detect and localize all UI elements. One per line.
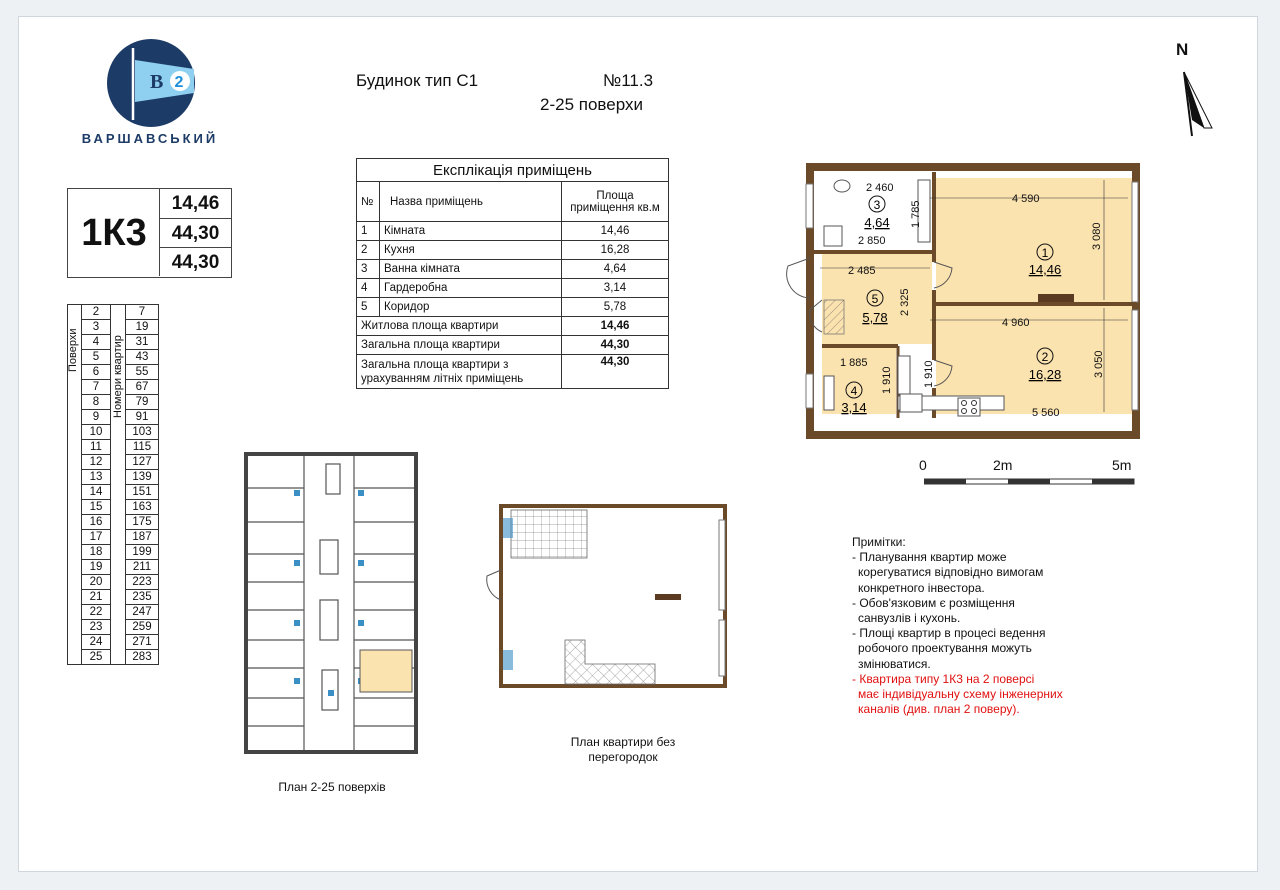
apartment-number: 79 [126,395,159,410]
note-line: санвузлів і кухонь. [858,611,961,626]
radiator-1 [1038,294,1074,302]
row-area: 16,28 [562,241,669,260]
floor-row [68,305,159,320]
apartment-number: 247 [126,605,159,620]
floors-range: 2-25 поверхи [540,95,643,114]
dim-2325: 2 325 [899,288,911,316]
note-line: конкретного інвестора. [858,580,985,595]
floor-number: 7 [82,380,111,395]
apartment-number: 127 [126,455,159,470]
dim-1785: 1 785 [910,200,922,228]
kitchen-pantry [898,356,910,394]
floor-number: 21 [82,590,111,605]
col-area: Площа приміщення кв.м [562,182,669,222]
window-2 [1132,310,1138,410]
floor-number: 10 [82,425,111,440]
floor-number: 17 [82,530,111,545]
open-plan [485,500,735,695]
floor-number: 22 [82,605,111,620]
total-value: 44,30 [562,336,669,355]
section-number: №11.3 [603,71,654,90]
row-no: 2 [357,241,380,260]
apartment-number: 199 [126,545,159,560]
apartment-number: 259 [126,620,159,635]
window-1 [1132,182,1138,302]
col-name: Назва приміщень [380,182,562,222]
logo-b: B [150,71,164,93]
total-value: 14,46 [562,317,669,336]
building-type: Будинок тип С1 [356,71,479,90]
floor-number: 9 [82,410,111,425]
row-name: Кімната [380,222,562,241]
room-4-area: 3,14 [841,400,867,415]
table-row [357,279,669,298]
floor-number: 5 [82,350,111,365]
floor-number: 19 [82,560,111,575]
apartment-number: 67 [126,380,159,395]
dim-4960: 4 960 [1002,317,1030,329]
row-no: 4 [357,279,380,298]
room-3-area: 4,64 [864,215,890,230]
notes [852,535,1063,717]
row-name: Кухня [380,241,562,260]
apartment-number: 235 [126,590,159,605]
dim-2485: 2 485 [848,265,876,277]
note-red-line: каналів (див. план 2 поверу). [858,702,1020,717]
row-area: 5,78 [562,298,669,317]
apartment-number: 223 [126,575,159,590]
wet-zone-grid [511,510,587,558]
explication-title: Експлікація приміщень [357,159,669,182]
note-line: - Площі квартир в процесі ведення [852,626,1046,641]
dim-1910-b: 1 910 [923,360,935,388]
dim-1910-a: 1 910 [881,366,893,394]
row-name: Гардеробна [380,279,562,298]
floor-key-plan [242,450,422,760]
apartment-number: 211 [126,560,159,575]
table-row [357,298,669,317]
dim-1885: 1 885 [840,357,868,369]
floor-number: 12 [82,455,111,470]
logo-name: ВАРШАВСЬКИЙ [81,131,219,146]
apartments-vertical-label: Номери квартир [112,335,124,418]
apartment-number: 283 [126,650,159,665]
dim-3050: 3 050 [1093,350,1105,378]
dim-4590: 4 590 [1012,193,1040,205]
floor-number: 8 [82,395,111,410]
floor-number: 2 [82,305,111,320]
logo-two: 2 [174,74,184,91]
sink-icon [824,226,842,246]
note-red-line: - Квартира типу 1К3 на 2 поверсі [852,671,1035,686]
apartment-number: 187 [126,530,159,545]
row-no: 3 [357,260,380,279]
apartment-number: 103 [126,425,159,440]
note-line: корегуватися відповідно вимогам [858,565,1044,580]
apartment-number: 43 [126,350,159,365]
apartment-code: 1К3 [81,212,147,254]
row-area: 3,14 [562,279,669,298]
apartment-number: 115 [126,440,159,455]
floor-number: 3 [82,320,111,335]
floor-number: 20 [82,575,111,590]
wardrobe-rack-icon [824,376,834,410]
row-name: Коридор [380,298,562,317]
apartment-summary [67,188,232,278]
row-area: 14,46 [562,222,669,241]
toilet-icon [834,180,850,192]
highlighted-apartment [360,650,412,692]
room-1-number: 1 [1041,246,1049,260]
apartment-number: 7 [126,305,159,320]
kitchen-sink-icon [900,394,922,412]
explication-table [356,158,669,389]
floor-number: 15 [82,500,111,515]
cooktop-icon [958,398,980,416]
room-5-area: 5,78 [862,310,888,325]
scale-5m: 5m [1112,457,1132,473]
hall-wardrobe-icon [824,300,844,334]
room-2-area: 16,28 [1028,367,1062,382]
dim-5560: 5 560 [1032,407,1060,419]
floor-number: 6 [82,365,111,380]
floor-plan-caption: План 2-25 поверхів [278,780,386,794]
note-line: змінюватися. [858,656,931,671]
window-4 [806,374,813,408]
row-no: 1 [357,222,380,241]
note-line: робочого проектування можуть [858,641,1032,656]
room-3-number: 3 [873,198,881,212]
apartment-number: 271 [126,635,159,650]
floor-number: 13 [82,470,111,485]
logo-icon [106,38,196,128]
dim-2460: 2 460 [866,182,894,194]
dim-3080: 3 080 [1091,222,1103,250]
floor-number: 16 [82,515,111,530]
floor-number: 11 [82,440,111,455]
col-no: № [357,182,380,222]
north-label: N [1176,40,1189,59]
floor-number: 18 [82,545,111,560]
scale-0: 0 [919,457,927,473]
table-row [357,222,669,241]
floor-number: 24 [82,635,111,650]
apartment-number: 31 [126,335,159,350]
floor-number: 4 [82,335,111,350]
note-line: - Обов'язковим є розміщення [852,595,1015,610]
apartment-number: 19 [126,320,159,335]
floors-vertical-label: Поверхи [67,328,79,372]
room-5-number: 5 [871,292,879,306]
table-row [357,241,669,260]
table-row [357,260,669,279]
notes-title: Примітки: [852,535,906,549]
room-4-number: 4 [850,384,858,398]
total-label: Житлова площа квартири [357,317,562,336]
apartment-plan [780,160,1150,445]
total-row [357,336,669,355]
window-3 [806,184,813,228]
row-name: Ванна кімната [380,260,562,279]
scale-bar [924,478,1136,486]
row-no: 5 [357,298,380,317]
summary-total-area: 44,30 [159,218,231,247]
apartment-number: 55 [126,365,159,380]
room-2-number: 2 [1041,350,1049,364]
total-label: Загальна площа квартири [357,336,562,355]
dim-2850: 2 850 [858,235,886,247]
floor-number: 25 [82,650,111,665]
open-plan-caption: План квартири без перегородок [570,735,676,764]
apartment-number: 163 [126,500,159,515]
summary-total-area-summer: 44,30 [159,247,231,276]
total-label: Загальна площа квартири з урахуванням літніх приміщень [357,355,562,389]
apartment-number: 175 [126,515,159,530]
note-line: - Планування квартир може [852,550,1007,565]
apartment-number: 151 [126,485,159,500]
apartment-number: 91 [126,410,159,425]
total-value: 44,30 [562,355,669,389]
note-red-line: має індивідуальну схему інженерних [858,687,1063,702]
row-area: 4,64 [562,260,669,279]
room-1-area: 14,46 [1028,262,1062,277]
north-arrow-icon [1176,70,1218,140]
apartment-number: 139 [126,470,159,485]
summary-living-area: 14,46 [159,189,231,218]
floor-number: 14 [82,485,111,500]
total-row [357,355,669,389]
scale-2m: 2m [993,457,1013,473]
open-plan-door-icon [487,570,501,600]
total-row [357,317,669,336]
floor-number: 23 [82,620,111,635]
